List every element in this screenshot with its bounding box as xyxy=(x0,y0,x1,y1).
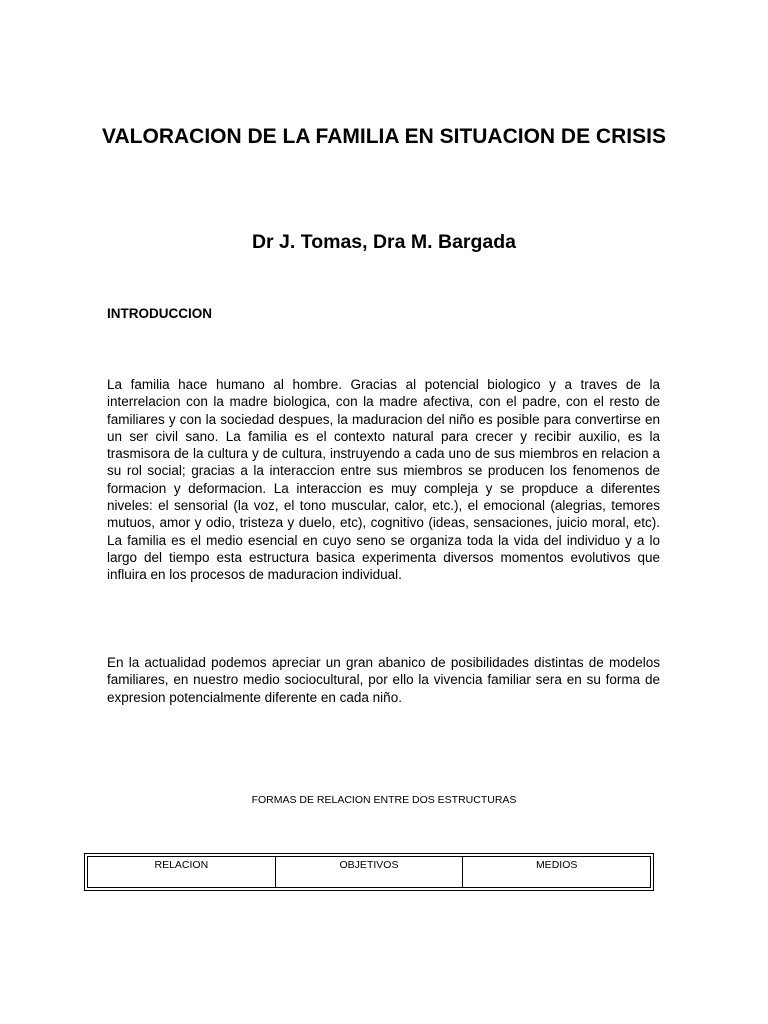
section-heading: INTRODUCCION xyxy=(107,306,212,321)
document-authors: Dr J. Tomas, Dra M. Bargada xyxy=(251,231,517,253)
table-header-cell: RELACION xyxy=(88,857,276,888)
table-header-cell: MEDIOS xyxy=(463,857,651,888)
paragraph-intro: La familia hace humano al hombre. Gracias al potencial biologico y a traves de la interrelacion con la madre biologica, con la madre afectiva, con el padre, con el resto de familiares y con la sociedad despues, la maduracion del niño es posible para convertirse en un ser civil sano. La familia es el contexto natural para crecer y recibir auxilio, es la trasmisora de la cultura y de cultura, instruyendo a cada uno de sus miembros en relacion a su rol social; gracias a la interaccion entre sus miembros se producen los fenomenos de formacion y deformacion. La interaccion es muy compleja y se propduce a diferentes niveles: el sensorial (la voz, el tono muscular, calor, etc.), el emocional (alegrias, temores mutuos, amor y odio, tristeza y duelo, etc), cognitivo (ideas, sensaciones, juicio moral, etc). La familia es el medio esencial en cuyo seno se organiza toda la vida del individuo y a lo largo del tiempo esta estructura basica experimenta diversos momentos evolutivos que influira en los procesos de maduracion individual. xyxy=(107,377,660,583)
paragraph-models: En la actualidad podemos apreciar un gran abanico de posibilidades distintas de modelos familiares, en nuestro medio sociocultural, por ello la vivencia familiar sera en su forma de expresion potencialmente diferente en cada niño. xyxy=(107,655,660,705)
table-header-row xyxy=(88,857,651,888)
document-title: VALORACION DE LA FAMILIA EN SITUACION DE CRISIS xyxy=(102,125,666,148)
table-caption: FORMAS DE RELACION ENTRE DOS ESTRUCTURAS xyxy=(251,794,517,806)
table-header-cell: OBJETIVOS xyxy=(275,857,463,888)
relations-table xyxy=(84,853,654,891)
